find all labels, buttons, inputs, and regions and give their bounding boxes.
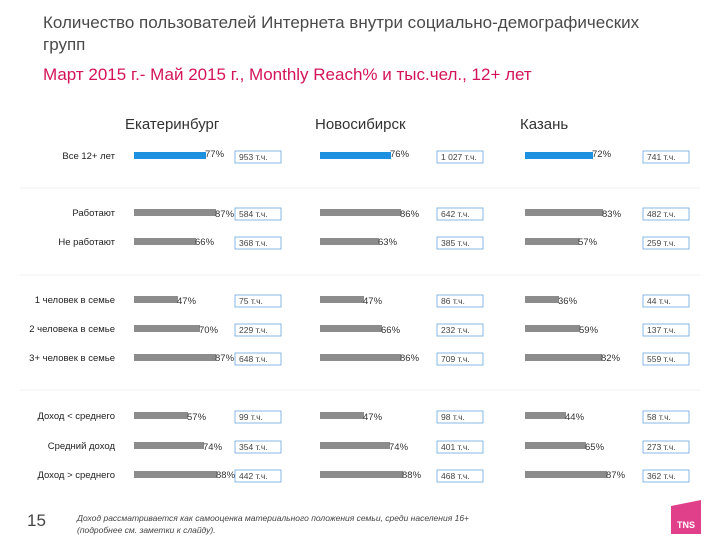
users-label-1-8: 468 т.ч. <box>441 471 470 481</box>
bar-1-1 <box>320 209 401 216</box>
users-label-2-5: 559 т.ч. <box>647 354 676 364</box>
logo-text: TNS <box>677 520 695 530</box>
bar-2-3 <box>525 296 559 303</box>
reach-label-2-0: 72% <box>592 149 612 160</box>
bar-0-7 <box>134 442 204 449</box>
users-label-0-8: 442 т.ч. <box>239 471 268 481</box>
users-label-0-6: 99 т.ч. <box>239 412 263 422</box>
reach-label-1-4: 66% <box>381 325 401 336</box>
bar-2-5 <box>525 354 602 361</box>
reach-label-1-2: 63% <box>378 237 398 248</box>
row-label-income-mid: Средний доход <box>47 441 115 452</box>
users-label-1-4: 232 т.ч. <box>441 325 470 335</box>
bar-1-6 <box>320 412 364 419</box>
users-label-0-3: 75 т.ч. <box>239 296 263 306</box>
row-label-working: Работают <box>72 208 115 219</box>
bar-2-7 <box>525 442 586 449</box>
bar-1-2 <box>320 238 379 245</box>
reach-label-1-6: 47% <box>363 412 383 423</box>
bar-0-3 <box>134 296 178 303</box>
users-label-2-7: 273 т.ч. <box>647 442 676 452</box>
users-label-2-3: 44 т.ч. <box>647 296 671 306</box>
users-label-2-8: 362 т.ч. <box>647 471 676 481</box>
users-label-1-7: 401 т.ч. <box>441 442 470 452</box>
reach-label-0-6: 57% <box>187 412 207 423</box>
bar-1-5 <box>320 354 401 361</box>
users-label-2-6: 58 т.ч. <box>647 412 671 422</box>
users-label-1-3: 86 т.ч. <box>441 296 465 306</box>
reach-label-2-1: 83% <box>602 209 622 220</box>
reach-label-1-1: 86% <box>400 209 420 220</box>
bar-1-0 <box>320 152 391 159</box>
users-label-0-4: 229 т.ч. <box>239 325 268 335</box>
reach-label-1-3: 47% <box>363 296 383 307</box>
users-label-2-1: 482 т.ч. <box>647 209 676 219</box>
bar-2-1 <box>525 209 603 216</box>
bar-2-4 <box>525 325 580 332</box>
reach-label-2-5: 82% <box>601 353 621 364</box>
users-label-2-4: 137 т.ч. <box>647 325 676 335</box>
bar-0-2 <box>134 238 196 245</box>
footnote: Доход рассматривается как самооценка материального положения семьи, среди населения 16+ (подробнее см. заметки к слайду). <box>77 513 470 535</box>
bar-0-6 <box>134 412 188 419</box>
page-number: 15 <box>27 511 46 530</box>
users-label-0-2: 368 т.ч. <box>239 238 268 248</box>
row-label-income-high: Доход > среднего <box>37 470 115 481</box>
reach-label-0-4: 70% <box>199 325 219 336</box>
page-subtitle: Март 2015 г.- Май 2015 г., Monthly Reach% и тыс.чел., 12+ лет <box>43 65 532 84</box>
users-label-1-0: 1 027 т.ч. <box>441 152 477 162</box>
bar-1-4 <box>320 325 382 332</box>
users-label-0-1: 584 т.ч. <box>239 209 268 219</box>
reach-label-2-6: 44% <box>565 412 585 423</box>
reach-label-2-4: 59% <box>579 325 599 336</box>
users-label-1-1: 642 т.ч. <box>441 209 470 219</box>
reach-label-0-0: 77% <box>205 149 225 160</box>
reach-label-2-7: 65% <box>585 442 605 453</box>
users-label-1-6: 98 т.ч. <box>441 412 465 422</box>
reach-label-2-8: 87% <box>606 470 626 481</box>
reach-label-0-5: 87% <box>215 353 235 364</box>
reach-label-0-2: 66% <box>195 237 215 248</box>
users-label-1-5: 709 т.ч. <box>441 354 470 364</box>
page-title: Количество пользователей Интернета внутри социально-демографических групп <box>43 13 640 54</box>
bar-1-7 <box>320 442 390 449</box>
row-label-income-low: Доход < среднего <box>37 411 115 422</box>
users-label-0-0: 953 т.ч. <box>239 152 268 162</box>
bar-2-2 <box>525 238 579 245</box>
reach-label-0-7: 74% <box>203 442 223 453</box>
users-label-2-0: 741 т.ч. <box>647 152 676 162</box>
bar-2-6 <box>525 412 566 419</box>
city-header-kazan: Казань <box>520 116 569 133</box>
users-label-1-2: 385 т.ч. <box>441 238 470 248</box>
bar-0-0 <box>134 152 206 159</box>
city-header-novosibirsk: Новосибирск <box>315 116 406 133</box>
users-label-0-5: 648 т.ч. <box>239 354 268 364</box>
row-label-family-2: 2 человека в семье <box>29 324 115 335</box>
bar-0-4 <box>134 325 200 332</box>
bar-2-0 <box>525 152 593 159</box>
users-label-2-2: 259 т.ч. <box>647 238 676 248</box>
bar-0-1 <box>134 209 216 216</box>
row-label-not-working: Не работают <box>58 237 115 248</box>
row-label-family-3plus: 3+ человек в семье <box>29 353 115 364</box>
reach-label-1-7: 74% <box>389 442 409 453</box>
reach-label-1-8: 88% <box>402 470 422 481</box>
bar-1-3 <box>320 296 364 303</box>
reach-label-0-1: 87% <box>215 209 235 220</box>
row-label-all: Все 12+ лет <box>62 151 115 162</box>
bar-0-8 <box>134 471 217 478</box>
city-header-ekaterinburg: Екатеринбург <box>125 116 220 133</box>
bar-1-8 <box>320 471 403 478</box>
row-label-family-1: 1 человек в семье <box>34 295 115 306</box>
reach-label-1-5: 86% <box>400 353 420 364</box>
reach-label-0-8: 88% <box>216 470 236 481</box>
bar-0-5 <box>134 354 216 361</box>
reach-label-2-3: 36% <box>558 296 578 307</box>
reach-label-2-2: 57% <box>578 237 598 248</box>
reach-label-1-0: 76% <box>390 149 410 160</box>
bar-2-8 <box>525 471 607 478</box>
reach-label-0-3: 47% <box>177 296 197 307</box>
users-label-0-7: 354 т.ч. <box>239 442 268 452</box>
